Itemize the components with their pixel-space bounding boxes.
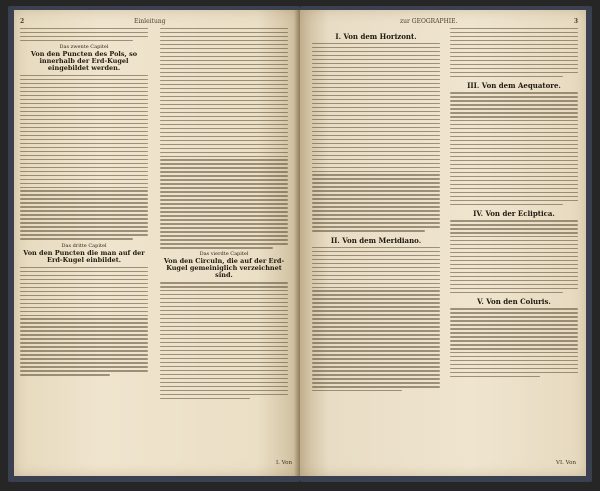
left-column-1: [20, 28, 148, 378]
section-heading: II. Von dem Meridiano.: [330, 235, 422, 245]
section-heading: IV. Von der Ecliptica.: [473, 209, 555, 219]
section-heading: III. Von dem Aequatore.: [467, 81, 561, 91]
right-page-number: 3: [573, 18, 578, 25]
right-catchword: VI. Von: [556, 460, 576, 466]
text-block: [20, 28, 148, 41]
left-running-head: Einleitung: [134, 18, 166, 25]
chapter-label: Das vierdte Capitel: [199, 251, 249, 258]
section-heading: V. Von den Coluris.: [477, 297, 551, 307]
left-column-2: [160, 28, 288, 402]
right-running-head: zur GEOGRAPHIE.: [400, 18, 458, 25]
text-block: [450, 220, 578, 293]
left-page: [14, 10, 300, 476]
section-heading: I. Von dem Horizont.: [335, 32, 417, 41]
text-block: [450, 92, 578, 205]
text-block: [160, 282, 288, 399]
text-block: [160, 28, 288, 249]
text-block: [20, 267, 148, 376]
text-block: [450, 28, 578, 77]
chapter-title: Von den Circuln, die auf der Erd-Kugel gemeiniglich verzeichnet sind.: [163, 257, 285, 280]
text-block: [312, 43, 440, 232]
right-page: [300, 10, 586, 476]
right-column-2: [450, 28, 578, 380]
text-block: [450, 308, 578, 377]
chapter-label: Das dritte Capitel: [61, 242, 107, 249]
chapter-label: Das zwente Capitel: [59, 43, 109, 50]
chapter-title: Von den Puncten des Pols, so innerhalb der Erd-Kugel eingebildet werden.: [30, 49, 138, 72]
text-block: [312, 247, 440, 392]
text-block: [20, 75, 148, 240]
left-catchword: I. Von: [276, 460, 292, 466]
left-page-number: 2: [20, 18, 25, 25]
chapter-title: Von den Puncten die man auf der Erd-Kugel einbildet.: [23, 248, 145, 264]
right-column-1: [312, 28, 440, 394]
